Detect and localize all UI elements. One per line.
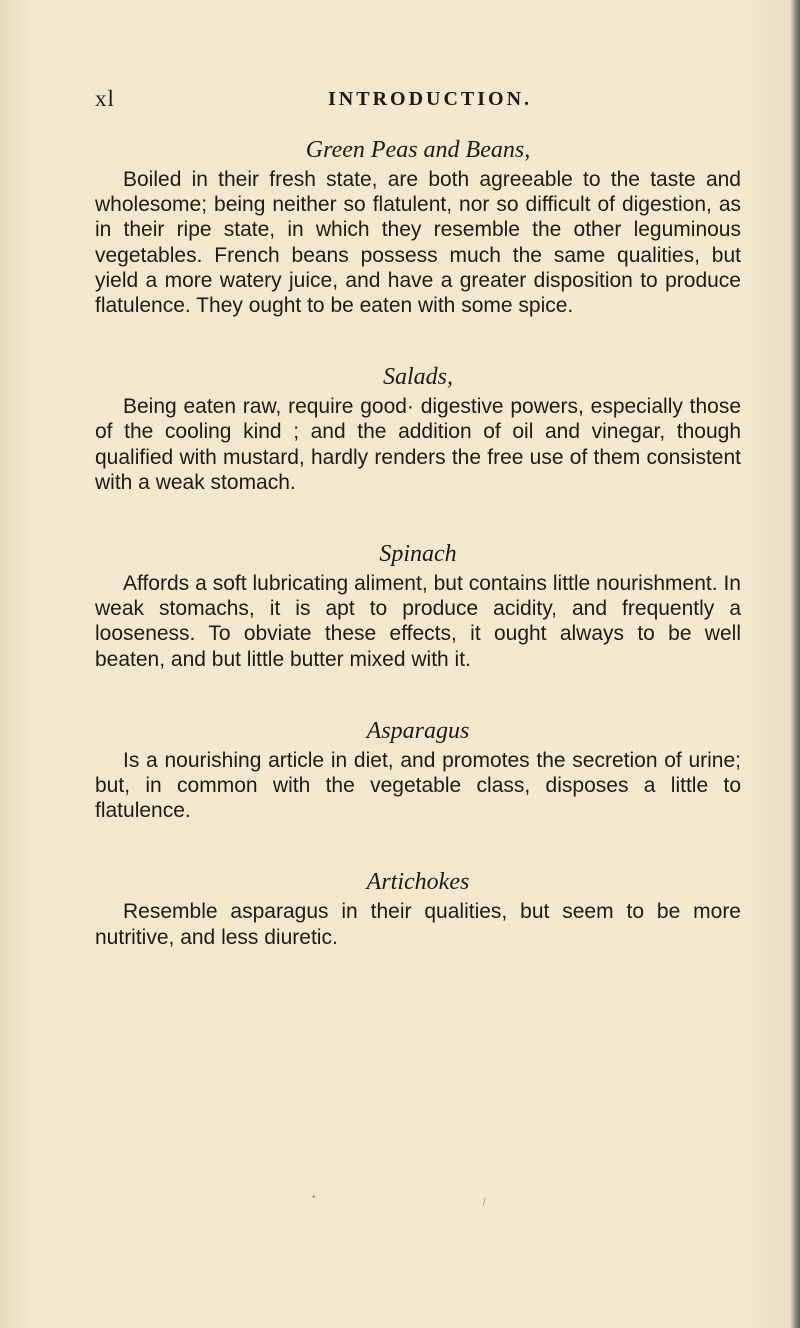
page-number: xl	[95, 86, 115, 111]
section-heading: Artichokes	[366, 869, 470, 896]
section-heading: Spinach	[379, 541, 457, 568]
ink-speck: •	[312, 1192, 316, 1203]
section-gap	[95, 823, 741, 865]
section-paragraph: Is a nourishing article in diet, and promotes the secretion of urine; but, in common with the vegetable class, disposes a little to flatulence.	[95, 748, 741, 823]
page-header	[95, 86, 615, 116]
section-spinach	[95, 537, 741, 672]
page-body	[95, 133, 741, 950]
ink-speck: /	[483, 1197, 486, 1208]
section-paragraph: Affords a soft lubricating aliment, but contains little nourishment. In weak stomachs, it is apt to produce acidity, and frequently a looseness. To obviate these effects, it ought always to be well beaten, and but little butter mixed with it.	[95, 572, 741, 671]
section-gap	[95, 318, 741, 360]
section-heading: Salads,	[382, 364, 453, 391]
section-asparagus	[95, 714, 741, 824]
section-paragraph: Being eaten raw, require good· digestive powers, especially those of the cooling kind ; and the addition of oil and vinegar, though qualified with mustard, hardly renders the free use of them consistent with a weak stomach.	[95, 395, 741, 494]
running-head: INTRODUCTION.	[328, 88, 533, 110]
section-heading: Green Peas and Beans,	[305, 137, 531, 163]
section-paragraph: Boiled in their fresh state, are both agreeable to the taste and wholesome; being neither so flatulent, nor so difficult of digestion, as in their ripe state, in which they resemble the other leguminous vegetables. French beans possess much the same qualities, but yield a more watery juice, and have a greater disposition to produce flatulence. They ought to be eaten with some spice.	[95, 168, 741, 318]
section-heading: Asparagus	[366, 717, 470, 744]
section-green-peas-and-beans	[95, 133, 741, 318]
section-salads	[95, 360, 741, 495]
section-artichokes	[95, 865, 741, 949]
section-gap	[95, 672, 741, 714]
section-gap	[95, 495, 741, 537]
section-paragraph: Resemble asparagus in their qualities, but seem to be more nutritive, and less diuretic.	[95, 900, 741, 949]
